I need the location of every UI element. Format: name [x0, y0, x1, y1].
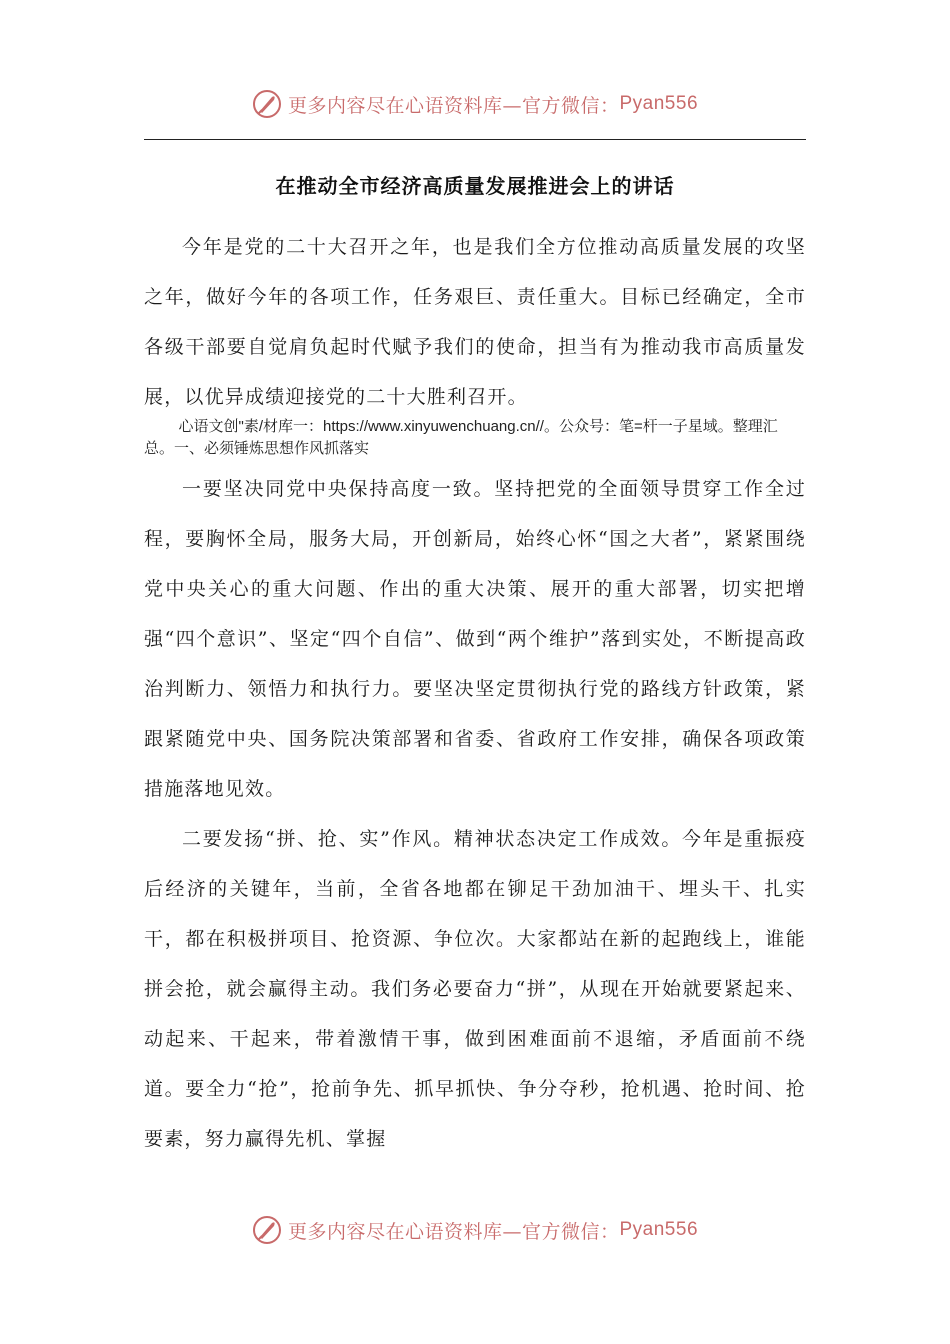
quill-logo-icon — [252, 1215, 282, 1245]
banner-wechat-id: Pyan556 — [619, 1219, 699, 1240]
paragraph: 一要坚决同党中央保持高度一致。坚持把党的全面领导贯穿工作全过程，要胸怀全局，服务大局，开创新局，始终心怀“国之大者”，紧紧围绕党中央关心的重大问题、作出的重大决策、展开的重大部署，切实把增强“四个意识”、坚定“四个自信”、做到“两个维护”落到实处，不断提高政治判断力、领悟力和执行力。要坚决坚定贯彻执行党的路线方针政策，紧跟紧随党中央、国务院决策部署和省委、省政府工作安排，确保各项政策措施落地见效。 — [144, 478, 806, 800]
source-note: 心语文创"素/材库一：https://www.xinyuwenchuang.cn//。公众号：笔=杆一子星域。整理汇总。一、必须锤炼思想作风抓落实 — [144, 418, 778, 457]
banner-wechat-id: Pyan556 — [619, 93, 699, 114]
header-divider — [144, 139, 806, 140]
banner-text: 更多内容尽在心语资料库—官方微信： — [287, 1220, 620, 1243]
banner-text: 更多内容尽在心语资料库—官方微信： — [287, 94, 620, 117]
quill-logo-icon — [252, 89, 282, 119]
document-title: 在推动全市经济高质量发展推进会上的讲话 — [275, 174, 675, 198]
footer-banner — [0, 1210, 950, 1250]
paragraph: 今年是党的二十大召开之年，也是我们全方位推动高质量发展的攻坚之年，做好今年的各项工作，任务艰巨、责任重大。目标已经确定，全市各级干部要自觉肩负起时代赋予我们的使命，担当有为推动我市高质量发展，以优异成绩迎接党的二十大胜利召开。 — [144, 236, 806, 408]
header-banner — [0, 84, 950, 124]
paragraph: 二要发扬“拼、抢、实”作风。精神状态决定工作成效。今年是重振疫后经济的关键年，当前，全省各地都在铆足干劲加油干、埋头干、扎实干，都在积极拼项目、抢资源、争位次。大家都站在新的起跑线上，谁能拼会抢，就会赢得主动。我们务必要奋力“拼”，从现在开始就要紧起来、动起来、干起来，带着激情干事，做到困难面前不退缩，矛盾面前不绕道。要全力“抢”，抢前争先、抓早抓快、争分夺秒，抢机遇、抢时间、抢要素，努力赢得先机、掌握 — [144, 828, 806, 1150]
document-body — [144, 222, 806, 1164]
